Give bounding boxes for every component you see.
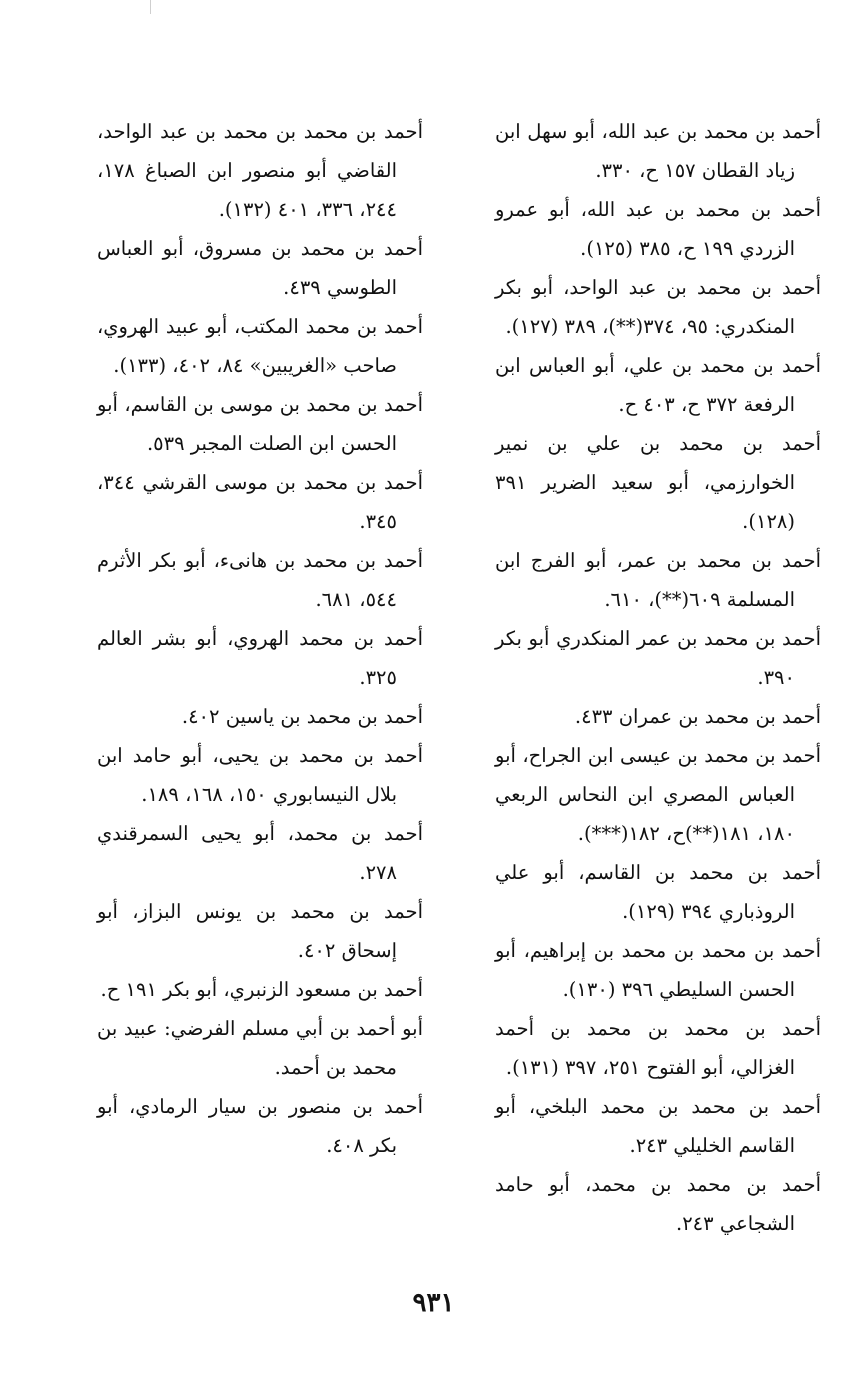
- index-entry: أحمد بن محمد بن يحيى، أبو حامد ابن بلال النيسابوري ١٥٠، ١٦٨، ١٨٩.: [97, 744, 423, 806]
- scan-margin-mark: [150, 0, 151, 14]
- index-entry: أحمد بن محمد بن محمد بن أحمد الغزالي، أبو الفتوح ٢٥١، ٣٩٧ (١٣١).: [495, 1017, 821, 1079]
- index-entry: أحمد بن محمد بن عيسى ابن الجراح، أبو العباس المصري ابن النحاس الربعي ١٨٠، ١٨١(**)ح، ١٨٢(***).: [495, 744, 821, 845]
- index-entry: أحمد بن محمد بن مسروق، أبو العباس الطوسي ٤٣٩.: [97, 237, 423, 299]
- index-entry: أحمد بن محمد بن محمد بن إبراهيم، أبو الحسن السليطي ٣٩٦ (١٣٠).: [495, 939, 821, 1001]
- index-entry: أحمد بن محمد بن عمر، أبو الفرج ابن المسلمة ٦٠٩(**)، ٦١٠.: [495, 549, 821, 611]
- index-entry: أحمد بن محمد بن القاسم، أبو علي الروذباري ٣٩٤ (١٢٩).: [495, 861, 821, 923]
- index-entry: أحمد بن محمد بن علي، أبو العباس ابن الرفعة ٣٧٢ ح، ٤٠٣ ح.: [495, 354, 821, 416]
- index-entry: أحمد بن محمد بن ياسين ٤٠٢.: [181, 705, 423, 728]
- index-entry: أحمد بن مسعود الزنبري، أبو بكر ١٩١ ح.: [100, 978, 423, 1001]
- index-entry: أبو أحمد بن أبي مسلم الفرضي: عبيد بن محمد بن أحمد.: [97, 1017, 423, 1079]
- right-column: [495, 112, 821, 1243]
- index-entry: أحمد بن محمد بن علي بن نمير الخوارزمي، أبو سعيد الضرير ٣٩١ (١٢٨).: [495, 432, 821, 533]
- index-entry: أحمد بن محمد بن هانىء، أبو بكر الأثرم ٥٤٤، ٦٨١.: [97, 549, 423, 611]
- index-entry: أحمد بن محمد بن يونس البزاز، أبو إسحاق ٤٠٢.: [97, 900, 423, 962]
- index-entry: أحمد بن محمد بن محمد بن عبد الواحد، القاضي أبو منصور ابن الصباغ ١٧٨، ٢٤٤، ٣٣٦، ٤٠١ (١٣٢).: [97, 120, 423, 221]
- page-number: ٩٣١: [412, 1288, 455, 1318]
- index-entry: أحمد بن محمد بن محمد البلخي، أبو القاسم الخليلي ٢٤٣.: [495, 1095, 821, 1157]
- index-entry: أحمد بن محمد، أبو يحيى السمرقندي ٢٧٨.: [97, 822, 423, 884]
- index-entry: أحمد بن محمد بن موسى بن القاسم، أبو الحسن ابن الصلت المجبر ٥٣٩.: [97, 393, 423, 455]
- index-entry: أحمد بن محمد المكتب، أبو عبيد الهروي، صاحب «الغريبين» ٨٤، ٤٠٢، (١٣٣).: [97, 315, 423, 377]
- index-entry: أحمد بن محمد بن عبد الله، أبو سهل ابن زياد القطان ١٥٧ ح، ٣٣٠.: [495, 120, 821, 182]
- index-entry: أحمد بن منصور بن سيار الرمادي، أبو بكر ٤٠٨.: [97, 1095, 423, 1157]
- index-entry: أحمد بن محمد بن محمد، أبو حامد الشجاعي ٢٤٣.: [495, 1173, 821, 1235]
- left-column: [97, 112, 423, 1165]
- index-entry: أحمد بن محمد بن عمران ٤٣٣.: [574, 705, 821, 728]
- index-entry: أحمد بن محمد بن موسى القرشي ٣٤٤، ٣٤٥.: [97, 471, 423, 533]
- index-entry: أحمد بن محمد الهروي، أبو بشر العالم ٣٢٥.: [97, 627, 423, 689]
- index-entry: أحمد بن محمد بن عبد الواحد، أبو بكر المنكدري: ٩٥، ٣٧٤(**)، ٣٨٩ (١٢٧).: [495, 276, 821, 338]
- index-entry: أحمد بن محمد بن عمر المنكدري أبو بكر ٣٩٠.: [495, 627, 821, 689]
- index-entry: أحمد بن محمد بن عبد الله، أبو عمرو الزردي ١٩٩ ح، ٣٨٥ (١٢٥).: [495, 198, 821, 260]
